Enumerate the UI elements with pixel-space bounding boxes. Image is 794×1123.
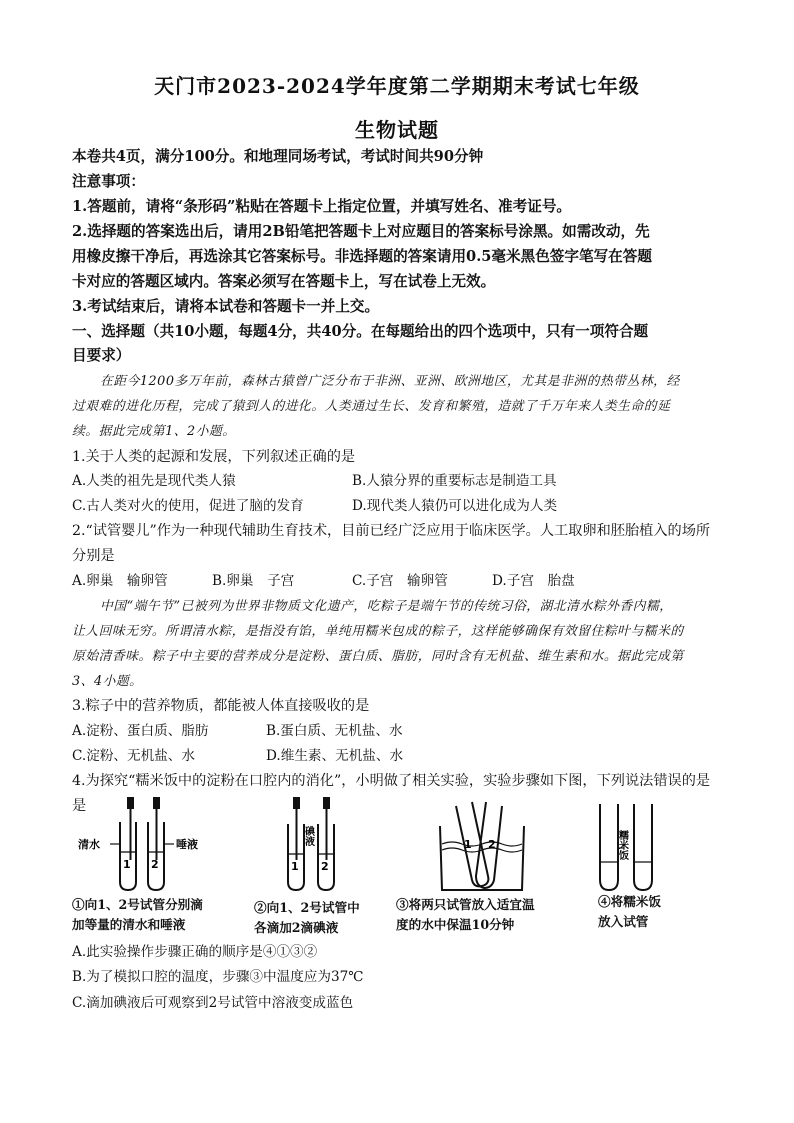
q2-option-b: B.卵巢 子宫 [212,573,295,589]
tube2-number-b: 2 [321,860,329,873]
q3-option-b: B.蛋白质、无机盐、水 [266,723,403,739]
section-heading-b: 目要求） [72,347,131,364]
tube2-number-c: 2 [488,838,496,851]
passage2-line1: 中国“端午节”已被列为世界非物质文化遗产，吃粽子是端午节的传统习俗，湖北清水粽外香内糯， [100,599,673,614]
step1-caption-b: 加等量的清水和唾液 [72,917,186,932]
q4-option-a: A.此实验操作步骤正确的顺序是④①③② [72,944,318,960]
step1-caption-a: ①向1、2号试管分别滴 [72,897,203,912]
q2-option-d: D.子宫 胎盘 [492,573,575,589]
q1-stem: 1.关于人类的起源和发展，下列叙述正确的是 [72,449,356,465]
q1-option-d: D.现代类人猿仍可以进化成为人类 [352,498,558,514]
passage2-line4: 3、4小题。 [72,674,143,689]
passage1-line3: 续。据此完成第1、2小题。 [72,424,236,439]
section-heading-a: 一、选择题（共10小题，每题4分，共40分。在每题给出的四个选项中，只有一项符合题 [72,323,649,340]
step4-caption-b: 放入试管 [598,914,649,929]
q1-option-a: A.人类的祖先是现代类人猿 [72,473,236,489]
step4-caption-a: ④将糯米饭 [598,894,661,909]
note-item-1: 1.答题前，请将“条形码”粘贴在答题卡上指定位置，并填写姓名、准考证号。 [72,198,572,215]
note-item-2a: 2.选择题的答案选出后，请用2B铅笔把答题卡上对应题目的答案标号涂黑。如需改动，先 [72,223,650,240]
step4-figure [590,800,670,892]
step3-caption-b: 度的水中保温10分钟 [396,917,515,932]
step2-figure [272,796,362,892]
exam-info: 本卷共4页，满分100分。和地理同场考试，考试时间共90分钟 [72,148,484,165]
step2-caption-a: ②向1、2号试管中 [254,900,360,915]
step2-caption-b: 各滴加2滴碘液 [254,920,339,935]
exam-title: 天门市2023-2024学年度第二学期期末考试七年级 [154,74,640,98]
q1-option-b: B.人猿分界的重要标志是制造工具 [352,473,557,489]
q3-option-d: D.维生素、无机盐、水 [266,748,404,764]
passage2-line3: 原始清香味。粽子中主要的营养成分是淀粉、蛋白质、脂肪，同时含有无机盐、维生素和水。据此完成第 [72,649,684,664]
note-item-3: 3.考试结束后，请将本试卷和答题卡一并上交。 [72,298,380,315]
q2-option-c: C.子宫 输卵管 [352,573,448,589]
note-item-2c: 卡对应的答题区域内。答案必须写在答题卡上，写在试卷上无效。 [72,273,496,290]
step3-figure [432,796,532,896]
tube2-number: 2 [151,858,159,871]
q4-stem: 4.为探究“糯米饭中的淀粉在口腔内的消化”，小明做了相关实验，实验步骤如下图，下列说法错误的是 [72,773,711,789]
passage1-line1: 在距今1200多万年前，森林古猿曾广泛分布于非洲、亚洲、欧洲地区，尤其是非洲的热带丛林，经 [100,374,680,389]
rice-label: 糯米饭 [616,830,628,860]
note-item-2b: 用橡皮擦干净后，再选涂其它答案标号。非选择题的答案请用0.5毫米黑色签字笔写在答题 [72,248,652,265]
tube1-number-b: 1 [291,860,299,873]
q2-stem-b: 分别是 [72,548,115,564]
step3-caption-a: ③将两只试管放入适宜温 [396,897,535,912]
tube1-number: 1 [123,858,131,871]
iodine-label: 碘液 [302,826,314,846]
exam-subtitle: 生物试题 [355,118,439,142]
q3-option-a: A.淀粉、蛋白质、脂肪 [72,723,209,739]
q1-option-c: C.古人类对火的使用，促进了脑的发育 [72,498,304,514]
water-label: 清水 [78,838,100,851]
step1-figure [78,796,208,892]
passage2-line2: 让人回味无穷。所谓清水粽，是指没有馅，单纯用糯米包成的粽子，这样能够确保有效留住粽叶与糯米的 [72,624,684,639]
q3-stem: 3.粽子中的营养物质，都能被人体直接吸收的是 [72,698,370,714]
tube1-number-c: 1 [464,838,472,851]
saliva-label: 唾液 [176,838,198,851]
q2-option-a: A.卵巢 输卵管 [72,573,168,589]
q2-stem-a: 2.“试管婴儿”作为一种现代辅助生育技术，目前已经广泛应用于临床医学。人工取卵和胚胎植入的场所 [72,523,711,539]
passage1-line2: 过艰难的进化历程，完成了猿到人的进化。人类通过生长、发育和繁殖，造就了千万年来人类生命的延 [72,399,671,414]
notes-heading: 注意事项： [72,173,145,190]
q3-option-c: C.淀粉、无机盐、水 [72,748,195,764]
q4-option-c: C.滴加碘液后可观察到2号试管中溶液变成蓝色 [72,995,354,1011]
q4-stem-overflow: 是 [72,798,87,814]
q4-option-b: B.为了模拟口腔的温度，步骤③中温度应为37℃ [72,969,364,985]
